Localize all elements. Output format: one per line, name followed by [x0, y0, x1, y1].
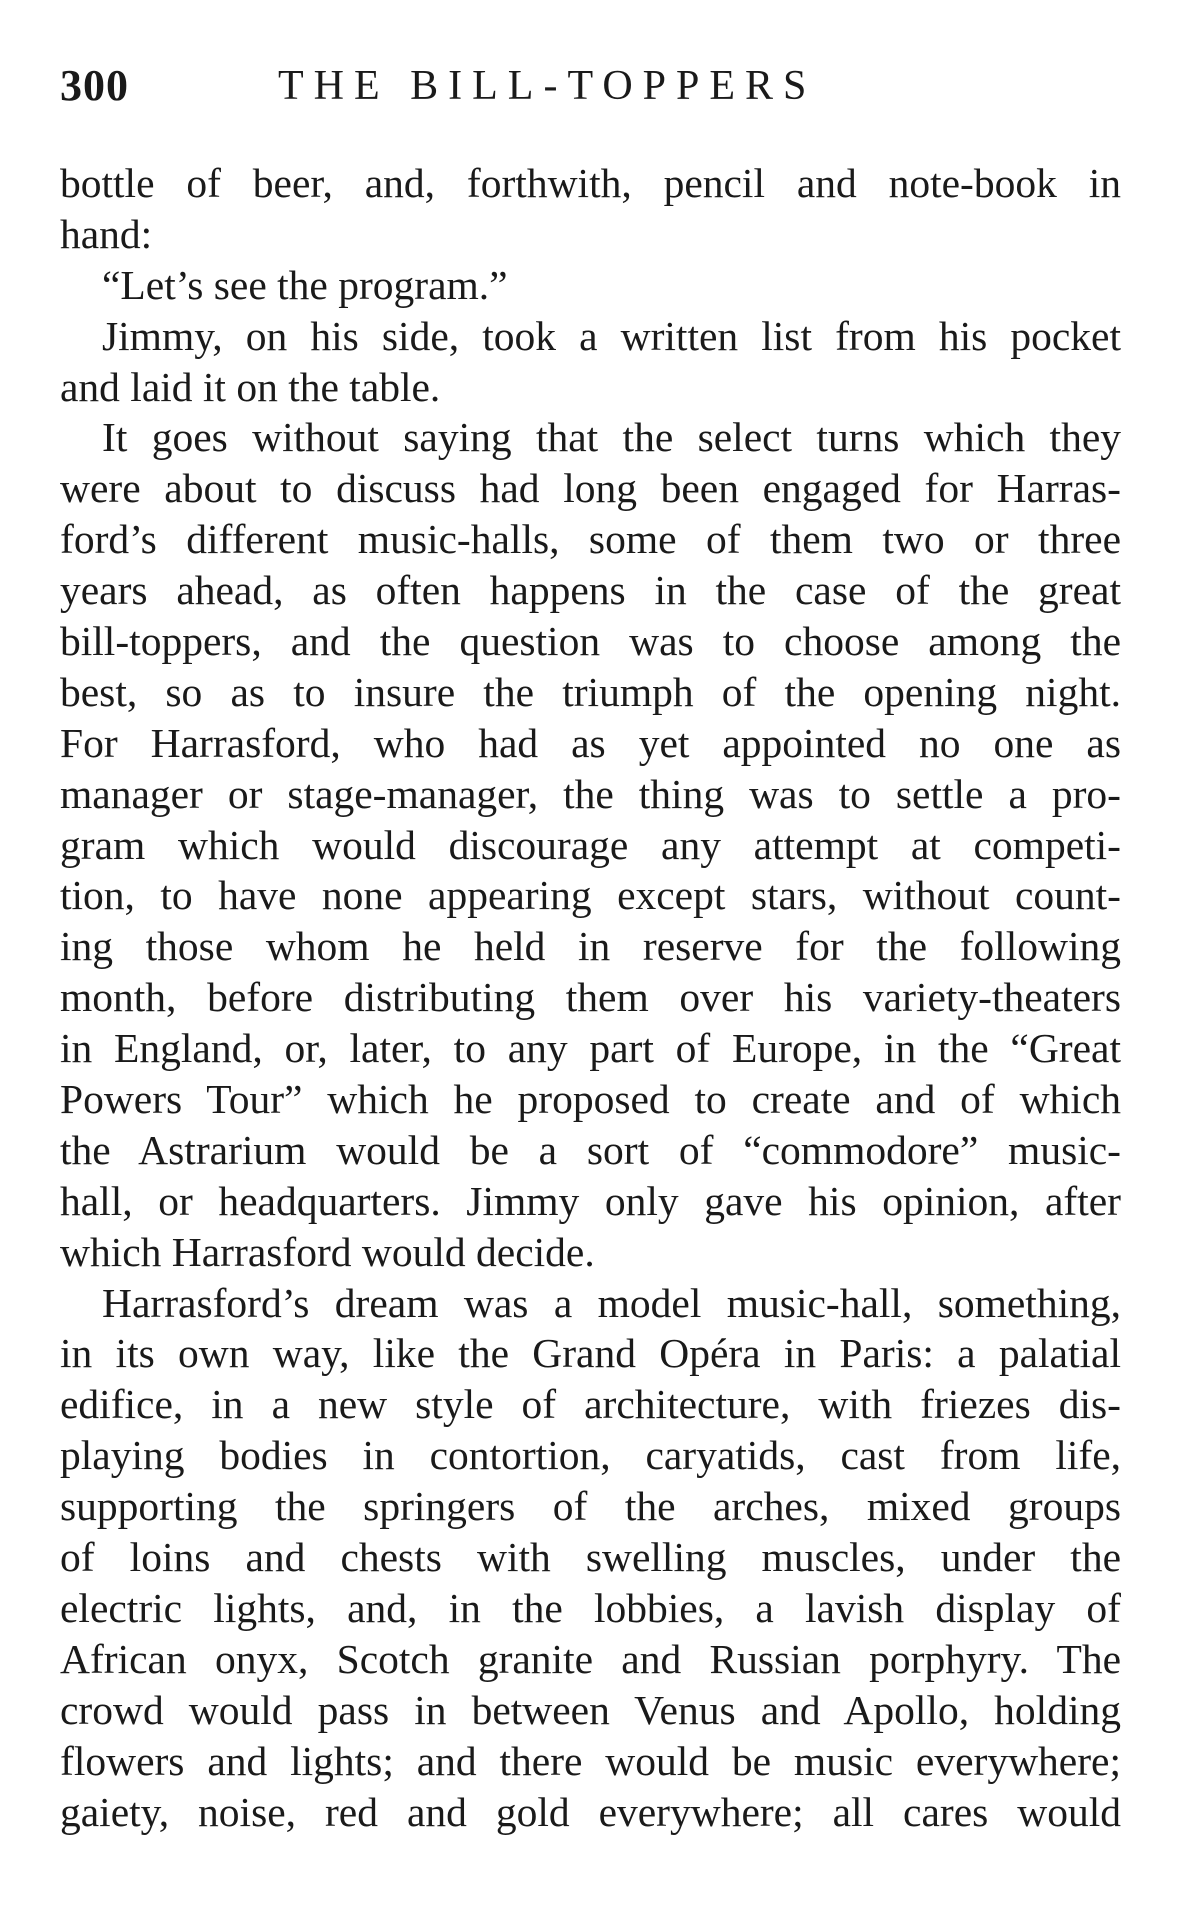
text-line: tion, to have none appearing except stars, without count-: [60, 872, 1121, 919]
text-line: supporting the springers of the arches, mixed groups: [60, 1483, 1121, 1530]
text-line: Jimmy, on his side, took a written list from his pocket: [102, 312, 1121, 359]
body-text: [60, 158, 1121, 1837]
text-line: in its own way, like the Grand Opéra in Paris: a palatial: [60, 1330, 1121, 1377]
text-line: bill-toppers, and the question was to choose among the: [60, 618, 1121, 665]
text-line: Harrasford’s dream was a model music-hall, something,: [102, 1279, 1121, 1326]
text-line: “Let’s see the program.”: [102, 261, 508, 308]
text-line: were about to discuss had long been engaged for Harras-: [60, 465, 1121, 512]
text-line: gram which would discourage any attempt at competi-: [60, 821, 1121, 868]
running-title: THE BILL-TOPPERS: [278, 63, 817, 109]
text-line: best, so as to insure the triumph of the opening night.: [60, 668, 1121, 715]
text-line: in England, or, later, to any part of Europe, in the “Great: [60, 1025, 1121, 1072]
text-line: of loins and chests with swelling muscles, under the: [60, 1534, 1121, 1581]
text-line: flowers and lights; and there would be music everywhere;: [60, 1737, 1121, 1784]
text-line: ing those whom he held in reserve for the following: [60, 923, 1121, 970]
text-line: ford’s different music-halls, some of them two or three: [60, 516, 1121, 563]
text-line: and laid it on the table.: [60, 363, 441, 410]
text-line: African onyx, Scotch granite and Russian porphyry. The: [60, 1635, 1121, 1682]
text-line: Powers Tour” which he proposed to create and of which: [60, 1076, 1121, 1123]
text-line: hall, or headquarters. Jimmy only gave his opinion, after: [60, 1177, 1121, 1224]
text-line: which Harrasford would decide.: [60, 1228, 595, 1275]
text-line: For Harrasford, who had as yet appointed no one as: [60, 719, 1121, 766]
text-line: years ahead, as often happens in the case of the great: [60, 567, 1121, 614]
text-line: manager or stage-manager, the thing was to settle a pro-: [60, 770, 1121, 817]
page-header: [60, 56, 1120, 116]
text-line: It goes without saying that the select turns which they: [102, 414, 1121, 461]
text-line: edifice, in a new style of architecture, with friezes dis-: [60, 1381, 1121, 1428]
text-line: playing bodies in contortion, caryatids, cast from life,: [60, 1432, 1121, 1479]
text-line: the Astrarium would be a sort of “commodore” music-: [60, 1126, 1121, 1173]
text-line: electric lights, and, in the lobbies, a lavish display of: [60, 1584, 1121, 1631]
page-number: 300: [60, 61, 129, 110]
text-line: gaiety, noise, red and gold everywhere; all cares would: [60, 1788, 1121, 1835]
text-line: month, before distributing them over his variety-theaters: [60, 974, 1121, 1021]
text-line: hand:: [60, 210, 153, 257]
text-line: bottle of beer, and, forthwith, pencil and note-book in: [60, 160, 1121, 206]
text-line: crowd would pass in between Venus and Apollo, holding: [60, 1686, 1121, 1733]
